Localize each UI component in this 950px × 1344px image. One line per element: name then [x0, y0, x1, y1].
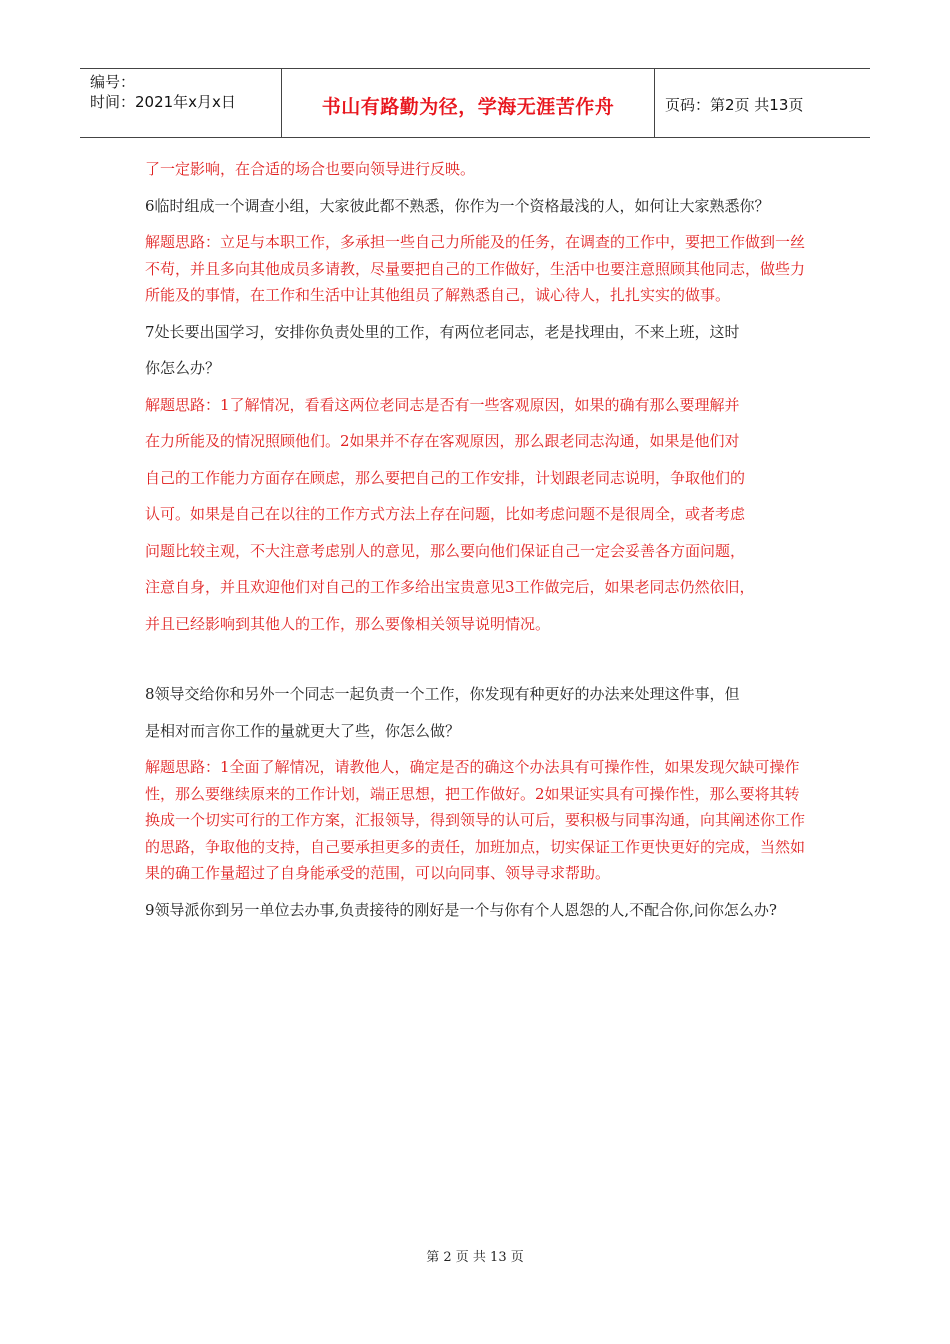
answer-text: 了一定影响，在合适的场合也要向领导进行反映。	[145, 160, 476, 178]
answer-text: 并且已经影响到其他人的工作，那么要像相关领导说明情况。	[145, 614, 551, 633]
document-body	[145, 156, 810, 933]
answer-text: 解题思路：1了解情况，看看这两位老同志是否有一些客观原因，如果的确有那么要理解并	[145, 395, 740, 414]
answer-text: 认可。如果是自己在以往的工作方式方法上存在问题，比如考虑问题不是很周全，或者考虑	[145, 505, 746, 523]
header-meta	[80, 69, 281, 137]
answer-text: 解题思路：立足与本职工作，多承担一些自己力所能及的任务，在调查的工作中，要把工作做到一丝不苟，并且多向其他成员多请教，尽量要把自己的工作做好，生活中也要注意照顾其他同志，做些力所能及的事情，在工作和生活中让其他组员了解熟悉自己，诚心待人，扎扎实实的做事。	[145, 233, 806, 304]
question-text: 9领导派你到另一单位去办事,负责接待的刚好是一个与你有个人恩怨的人,不配合你,问你怎么办?	[145, 900, 777, 919]
question-text: 7处长要出国学习，安排你负责处里的工作，有两位老同志，老是找理由，不来上班，这时	[145, 322, 740, 341]
answer-text: 解题思路：1全面了解情况，请教他人，确定是否的确这个办法具有可操作性，如果发现欠缺可操作性，那么要继续原来的工作计划，端正思想，把工作做好。2如果证实具有可操作性，那么要将其转换成一个切实可行的工作方案，汇报领导，得到领导的认可后，要积极与同事沟通，向其阐述你工作的思路，争取他的支持，自己要承担更多的责任，加班加点，切实保证工作更快更好的完成，当然如果的确工作量超过了自身能承受的范围，可以向同事、领导寻求帮助。	[145, 758, 806, 882]
answer-text: 自己的工作能力方面存在顾虑，那么要把自己的工作安排，计划跟老同志说明，争取他们的	[145, 468, 746, 487]
serial-number-label: 编号：	[90, 73, 136, 91]
answer-text: 问题比较主观，不大注意考虑别人的意见，那么要向他们保证自己一定会妥善各方面问题，	[145, 541, 746, 560]
page-footer: 第 2 页 共 13 页	[426, 1250, 524, 1265]
question-text: 8领导交给你和另外一个同志一起负责一个工作，你发现有种更好的办法来处理这件事，但	[145, 685, 740, 703]
question-text: 你怎么办？	[145, 359, 221, 377]
question-text: 6临时组成一个调查小组，大家彼此都不熟悉，你作为一个资格最浅的人，如何让大家熟悉你？	[145, 196, 770, 215]
question-text: 是相对而言你工作的量就更大了些，你怎么做？	[145, 721, 461, 740]
header-page-number: 页码：第2页 共13页	[665, 95, 804, 114]
answer-text: 在力所能及的情况照顾他们。2如果并不存在客观原因，那么跟老同志沟通，如果是他们对	[145, 432, 740, 450]
header-motto: 书山有路勤为径，学海无涯苦作舟	[281, 69, 655, 137]
answer-text: 注意自身，并且欢迎他们对自己的工作多给出宝贵意见3工作做完后，如果老同志仍然依旧，	[145, 578, 755, 596]
page-header	[80, 68, 870, 138]
date-label: 时间：2021年x月x日	[90, 93, 236, 111]
